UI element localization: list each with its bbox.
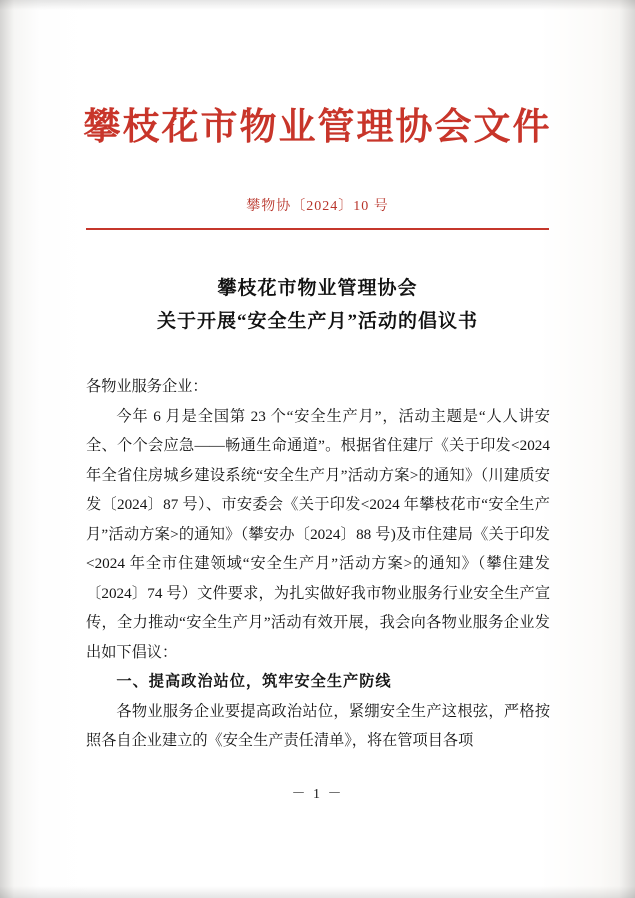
document-number: 攀物协〔2024〕10 号 <box>246 199 389 214</box>
salutation: 各物业服务企业： <box>86 378 208 395</box>
title-line-2: 关于开展“安全生产月”活动的倡议书 <box>156 311 478 332</box>
body-paragraph-1: 今年 6 月是全国第 23 个“安全生产月”，活动主题是“人人讲安全、个个会应急——畅通生命通道”。根据省住建厅《关于印发<2024 年全省住房城乡建设系统“安全生产月”活动方案>的通知》（川建质安发〔2024〕87 号）、市安委会《关于印发<2024 年攀枝花市“安全生产月”活动方案>的通知》（攀安办〔2024〕88 号)及市住建局《关于印发<2024 年全市住建领域“安全生产月”活动方案>的通知》（攀住建发〔2024〕74 号）文件要求，为扎实做好我市物业服务行业安全生产宣传，全力推动“安全生产月”活动有效开展，我会向各物业服务企业发出如下倡议： <box>86 407 550 661</box>
section-paragraph-1: 各物业服务企业要提高政治站位，紧绷安全生产这根弦，严格按照各自企业建立的《安全生产责任清单》，将在管项目各项 <box>86 702 550 749</box>
title-line-1: 攀枝花市物业管理协会 <box>217 278 418 299</box>
section-heading-1: 一、提高政治站位，筑牢安全生产防线 <box>116 673 392 690</box>
document-text <box>86 372 550 756</box>
document-masthead: 攀枝花市物业管理协会文件 <box>83 107 552 148</box>
red-divider-rule <box>86 228 549 230</box>
document-title <box>0 272 635 338</box>
page-number: － 1 － <box>291 787 344 802</box>
